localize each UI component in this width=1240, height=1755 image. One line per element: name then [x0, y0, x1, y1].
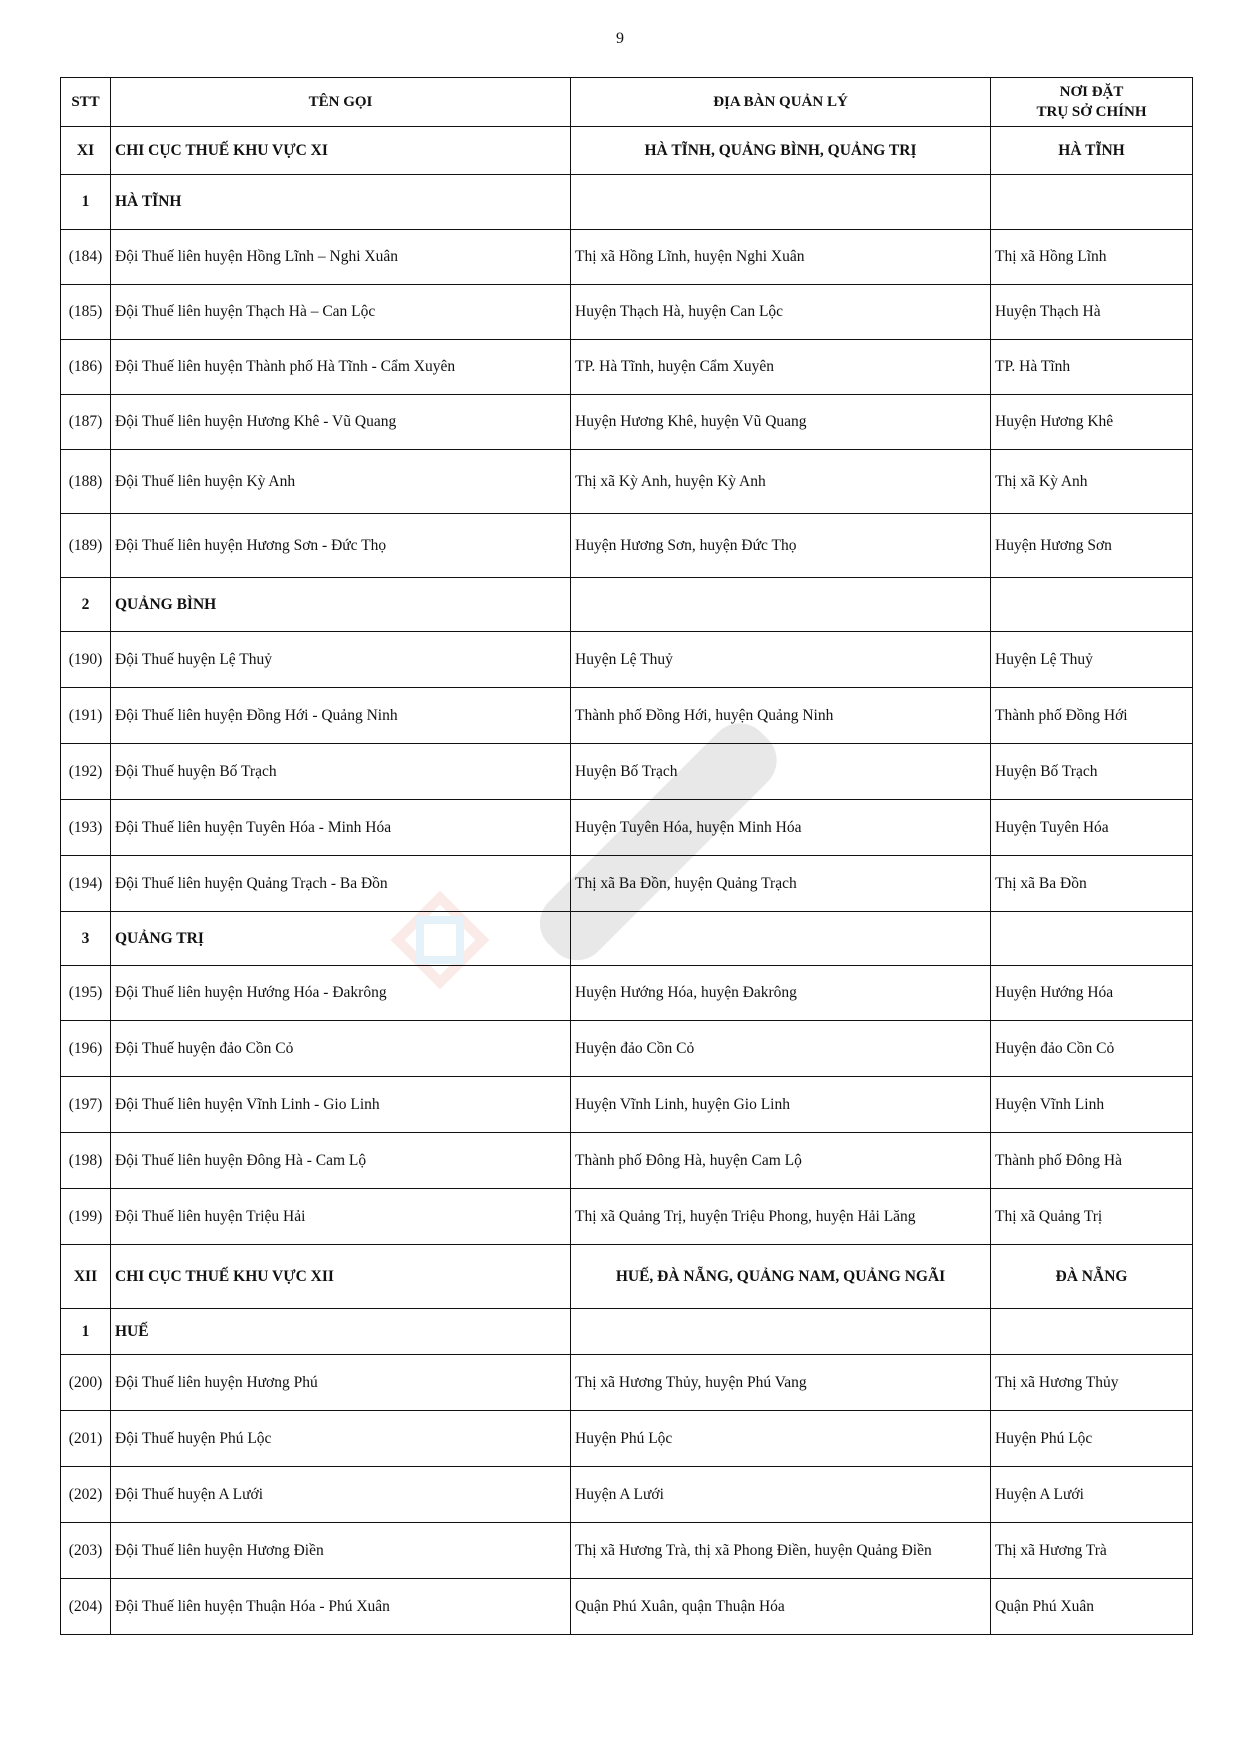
- cell-area: Huyện A Lưới: [571, 1467, 991, 1523]
- cell-name: Đội Thuế liên huyện Tuyên Hóa - Minh Hóa: [111, 800, 571, 856]
- header-name: TÊN GỌI: [111, 78, 571, 127]
- cell-stt: (193): [61, 800, 111, 856]
- cell-stt: (188): [61, 450, 111, 514]
- cell-name: Đội Thuế liên huyện Hương Sơn - Đức Thọ: [111, 514, 571, 578]
- header-hq-line1: NƠI ĐẶT: [1059, 84, 1124, 100]
- tax-office-table: [60, 77, 1193, 1635]
- cell-name: Đội Thuế liên huyện Quảng Trạch - Ba Đồn: [111, 856, 571, 912]
- table-row: [61, 450, 1193, 514]
- cell-hq: HÀ TĨNH: [991, 127, 1193, 175]
- cell-stt: (200): [61, 1355, 111, 1411]
- cell-name: Đội Thuế huyện Bố Trạch: [111, 744, 571, 800]
- cell-hq: Thành phố Đồng Hới: [991, 688, 1193, 744]
- table-row: [61, 1133, 1193, 1189]
- cell-area: Huyện đảo Cồn Cỏ: [571, 1021, 991, 1077]
- cell-stt: (201): [61, 1411, 111, 1467]
- cell-name: Đội Thuế liên huyện Triệu Hải: [111, 1189, 571, 1245]
- cell-area: Thị xã Ba Đồn, huyện Quảng Trạch: [571, 856, 991, 912]
- cell-area: Thị xã Hương Trà, thị xã Phong Điền, huyện Quảng Điền: [571, 1523, 991, 1579]
- cell-area: TP. Hà Tĩnh, huyện Cẩm Xuyên: [571, 340, 991, 395]
- cell-area: [571, 578, 991, 632]
- header-row: [61, 78, 1193, 127]
- cell-stt: (199): [61, 1189, 111, 1245]
- cell-stt: (195): [61, 966, 111, 1021]
- table-row: [61, 340, 1193, 395]
- table-row: [61, 1189, 1193, 1245]
- table-row: [61, 966, 1193, 1021]
- table-row: [61, 514, 1193, 578]
- cell-stt: (198): [61, 1133, 111, 1189]
- table-row: [61, 1021, 1193, 1077]
- table-row: [61, 1355, 1193, 1411]
- cell-hq: [991, 1309, 1193, 1355]
- cell-hq: Huyện Hương Sơn: [991, 514, 1193, 578]
- table-row: [61, 688, 1193, 744]
- cell-name: Đội Thuế huyện Lệ Thuỷ: [111, 632, 571, 688]
- table-row: [61, 285, 1193, 340]
- group-row: [61, 578, 1193, 632]
- cell-hq: Huyện Phú Lộc: [991, 1411, 1193, 1467]
- cell-area: Huyện Hương Khê, huyện Vũ Quang: [571, 395, 991, 450]
- cell-hq: Huyện A Lưới: [991, 1467, 1193, 1523]
- cell-area: Quận Phú Xuân, quận Thuận Hóa: [571, 1579, 991, 1635]
- table-row: [61, 395, 1193, 450]
- cell-name: CHI CỤC THUẾ KHU VỰC XII: [111, 1245, 571, 1309]
- cell-area: Thị xã Hương Thủy, huyện Phú Vang: [571, 1355, 991, 1411]
- cell-hq: Huyện Hướng Hóa: [991, 966, 1193, 1021]
- cell-name: Đội Thuế liên huyện Hương Phú: [111, 1355, 571, 1411]
- cell-stt: XI: [61, 127, 111, 175]
- table-row: [61, 800, 1193, 856]
- cell-stt: 2: [61, 578, 111, 632]
- cell-stt: (197): [61, 1077, 111, 1133]
- cell-area: Huyện Hương Sơn, huyện Đức Thọ: [571, 514, 991, 578]
- cell-area: Huyện Thạch Hà, huyện Can Lộc: [571, 285, 991, 340]
- table-row: [61, 1523, 1193, 1579]
- page-number: 9: [616, 30, 624, 47]
- cell-hq: Thị xã Ba Đồn: [991, 856, 1193, 912]
- cell-stt: (187): [61, 395, 111, 450]
- table-row: [61, 856, 1193, 912]
- cell-stt: XII: [61, 1245, 111, 1309]
- cell-hq: [991, 175, 1193, 230]
- cell-hq: Thị xã Kỳ Anh: [991, 450, 1193, 514]
- header-hq-line2: TRỤ SỞ CHÍNH: [1036, 104, 1147, 120]
- cell-area: Thành phố Đồng Hới, huyện Quảng Ninh: [571, 688, 991, 744]
- cell-hq: Huyện Vĩnh Linh: [991, 1077, 1193, 1133]
- cell-hq: Huyện Lệ Thuỷ: [991, 632, 1193, 688]
- group-row: [61, 1309, 1193, 1355]
- cell-area: Thị xã Hồng Lĩnh, huyện Nghi Xuân: [571, 230, 991, 285]
- table-row: [61, 1467, 1193, 1523]
- cell-stt: (203): [61, 1523, 111, 1579]
- cell-stt: (192): [61, 744, 111, 800]
- table-row: [61, 1077, 1193, 1133]
- cell-hq: Quận Phú Xuân: [991, 1579, 1193, 1635]
- cell-hq: Thị xã Hương Thủy: [991, 1355, 1193, 1411]
- cell-stt: (204): [61, 1579, 111, 1635]
- group-row: [61, 175, 1193, 230]
- table-row: [61, 744, 1193, 800]
- cell-stt: 1: [61, 175, 111, 230]
- cell-name: Đội Thuế liên huyện Hương Điền: [111, 1523, 571, 1579]
- cell-stt: (190): [61, 632, 111, 688]
- cell-area: Huyện Vĩnh Linh, huyện Gio Linh: [571, 1077, 991, 1133]
- cell-area: Huyện Bố Trạch: [571, 744, 991, 800]
- table-row: [61, 1579, 1193, 1635]
- cell-name: HUẾ: [111, 1309, 571, 1355]
- cell-area: Thị xã Kỳ Anh, huyện Kỳ Anh: [571, 450, 991, 514]
- group-row: [61, 912, 1193, 966]
- cell-hq: [991, 578, 1193, 632]
- cell-name: Đội Thuế liên huyện Thuận Hóa - Phú Xuân: [111, 1579, 571, 1635]
- table-row: [61, 230, 1193, 285]
- cell-name: CHI CỤC THUẾ KHU VỰC XI: [111, 127, 571, 175]
- cell-area: Huyện Tuyên Hóa, huyện Minh Hóa: [571, 800, 991, 856]
- cell-area: [571, 912, 991, 966]
- cell-name: Đội Thuế liên huyện Thạch Hà – Can Lộc: [111, 285, 571, 340]
- cell-name: HÀ TĨNH: [111, 175, 571, 230]
- section-row: [61, 127, 1193, 175]
- cell-hq: Thị xã Quảng Trị: [991, 1189, 1193, 1245]
- cell-name: Đội Thuế liên huyện Đồng Hới - Quảng Ninh: [111, 688, 571, 744]
- cell-hq: Huyện Hương Khê: [991, 395, 1193, 450]
- section-row: [61, 1245, 1193, 1309]
- cell-name: Đội Thuế liên huyện Đông Hà - Cam Lộ: [111, 1133, 571, 1189]
- cell-name: Đội Thuế liên huyện Kỳ Anh: [111, 450, 571, 514]
- cell-stt: (184): [61, 230, 111, 285]
- cell-name: Đội Thuế huyện A Lưới: [111, 1467, 571, 1523]
- header-area: ĐỊA BÀN QUẢN LÝ: [571, 78, 991, 127]
- cell-hq: Thị xã Hương Trà: [991, 1523, 1193, 1579]
- cell-stt: (194): [61, 856, 111, 912]
- cell-area: HUẾ, ĐÀ NẴNG, QUẢNG NAM, QUẢNG NGÃI: [571, 1245, 991, 1309]
- cell-area: Thị xã Quảng Trị, huyện Triệu Phong, huyện Hải Lăng: [571, 1189, 991, 1245]
- header-stt: STT: [61, 78, 111, 127]
- cell-name: QUẢNG BÌNH: [111, 578, 571, 632]
- cell-area: HÀ TĨNH, QUẢNG BÌNH, QUẢNG TRỊ: [571, 127, 991, 175]
- table-body: [61, 127, 1193, 1635]
- cell-hq: ĐÀ NẴNG: [991, 1245, 1193, 1309]
- cell-name: QUẢNG TRỊ: [111, 912, 571, 966]
- cell-name: Đội Thuế liên huyện Hồng Lĩnh – Nghi Xuân: [111, 230, 571, 285]
- cell-hq: Thị xã Hồng Lĩnh: [991, 230, 1193, 285]
- cell-area: [571, 175, 991, 230]
- cell-hq: Thành phố Đông Hà: [991, 1133, 1193, 1189]
- cell-name: Đội Thuế liên huyện Thành phố Hà Tĩnh - Cẩm Xuyên: [111, 340, 571, 395]
- cell-stt: 1: [61, 1309, 111, 1355]
- table-row: [61, 632, 1193, 688]
- cell-name: Đội Thuế liên huyện Hướng Hóa - Đakrông: [111, 966, 571, 1021]
- cell-name: Đội Thuế huyện Phú Lộc: [111, 1411, 571, 1467]
- cell-hq: Huyện Thạch Hà: [991, 285, 1193, 340]
- cell-name: Đội Thuế liên huyện Vĩnh Linh - Gio Linh: [111, 1077, 571, 1133]
- cell-stt: (189): [61, 514, 111, 578]
- cell-hq: [991, 912, 1193, 966]
- cell-area: Huyện Phú Lộc: [571, 1411, 991, 1467]
- cell-area: Huyện Hướng Hóa, huyện Đakrông: [571, 966, 991, 1021]
- cell-area: Thành phố Đông Hà, huyện Cam Lộ: [571, 1133, 991, 1189]
- cell-stt: (186): [61, 340, 111, 395]
- cell-hq: Huyện đảo Cồn Cỏ: [991, 1021, 1193, 1077]
- cell-stt: (196): [61, 1021, 111, 1077]
- cell-hq: TP. Hà Tĩnh: [991, 340, 1193, 395]
- cell-area: [571, 1309, 991, 1355]
- cell-area: Huyện Lệ Thuỷ: [571, 632, 991, 688]
- cell-stt: 3: [61, 912, 111, 966]
- cell-name: Đội Thuế huyện đảo Cồn Cỏ: [111, 1021, 571, 1077]
- cell-hq: Huyện Tuyên Hóa: [991, 800, 1193, 856]
- cell-hq: Huyện Bố Trạch: [991, 744, 1193, 800]
- cell-stt: (202): [61, 1467, 111, 1523]
- table-row: [61, 1411, 1193, 1467]
- cell-name: Đội Thuế liên huyện Hương Khê - Vũ Quang: [111, 395, 571, 450]
- header-hq: [991, 78, 1193, 127]
- cell-stt: (191): [61, 688, 111, 744]
- cell-stt: (185): [61, 285, 111, 340]
